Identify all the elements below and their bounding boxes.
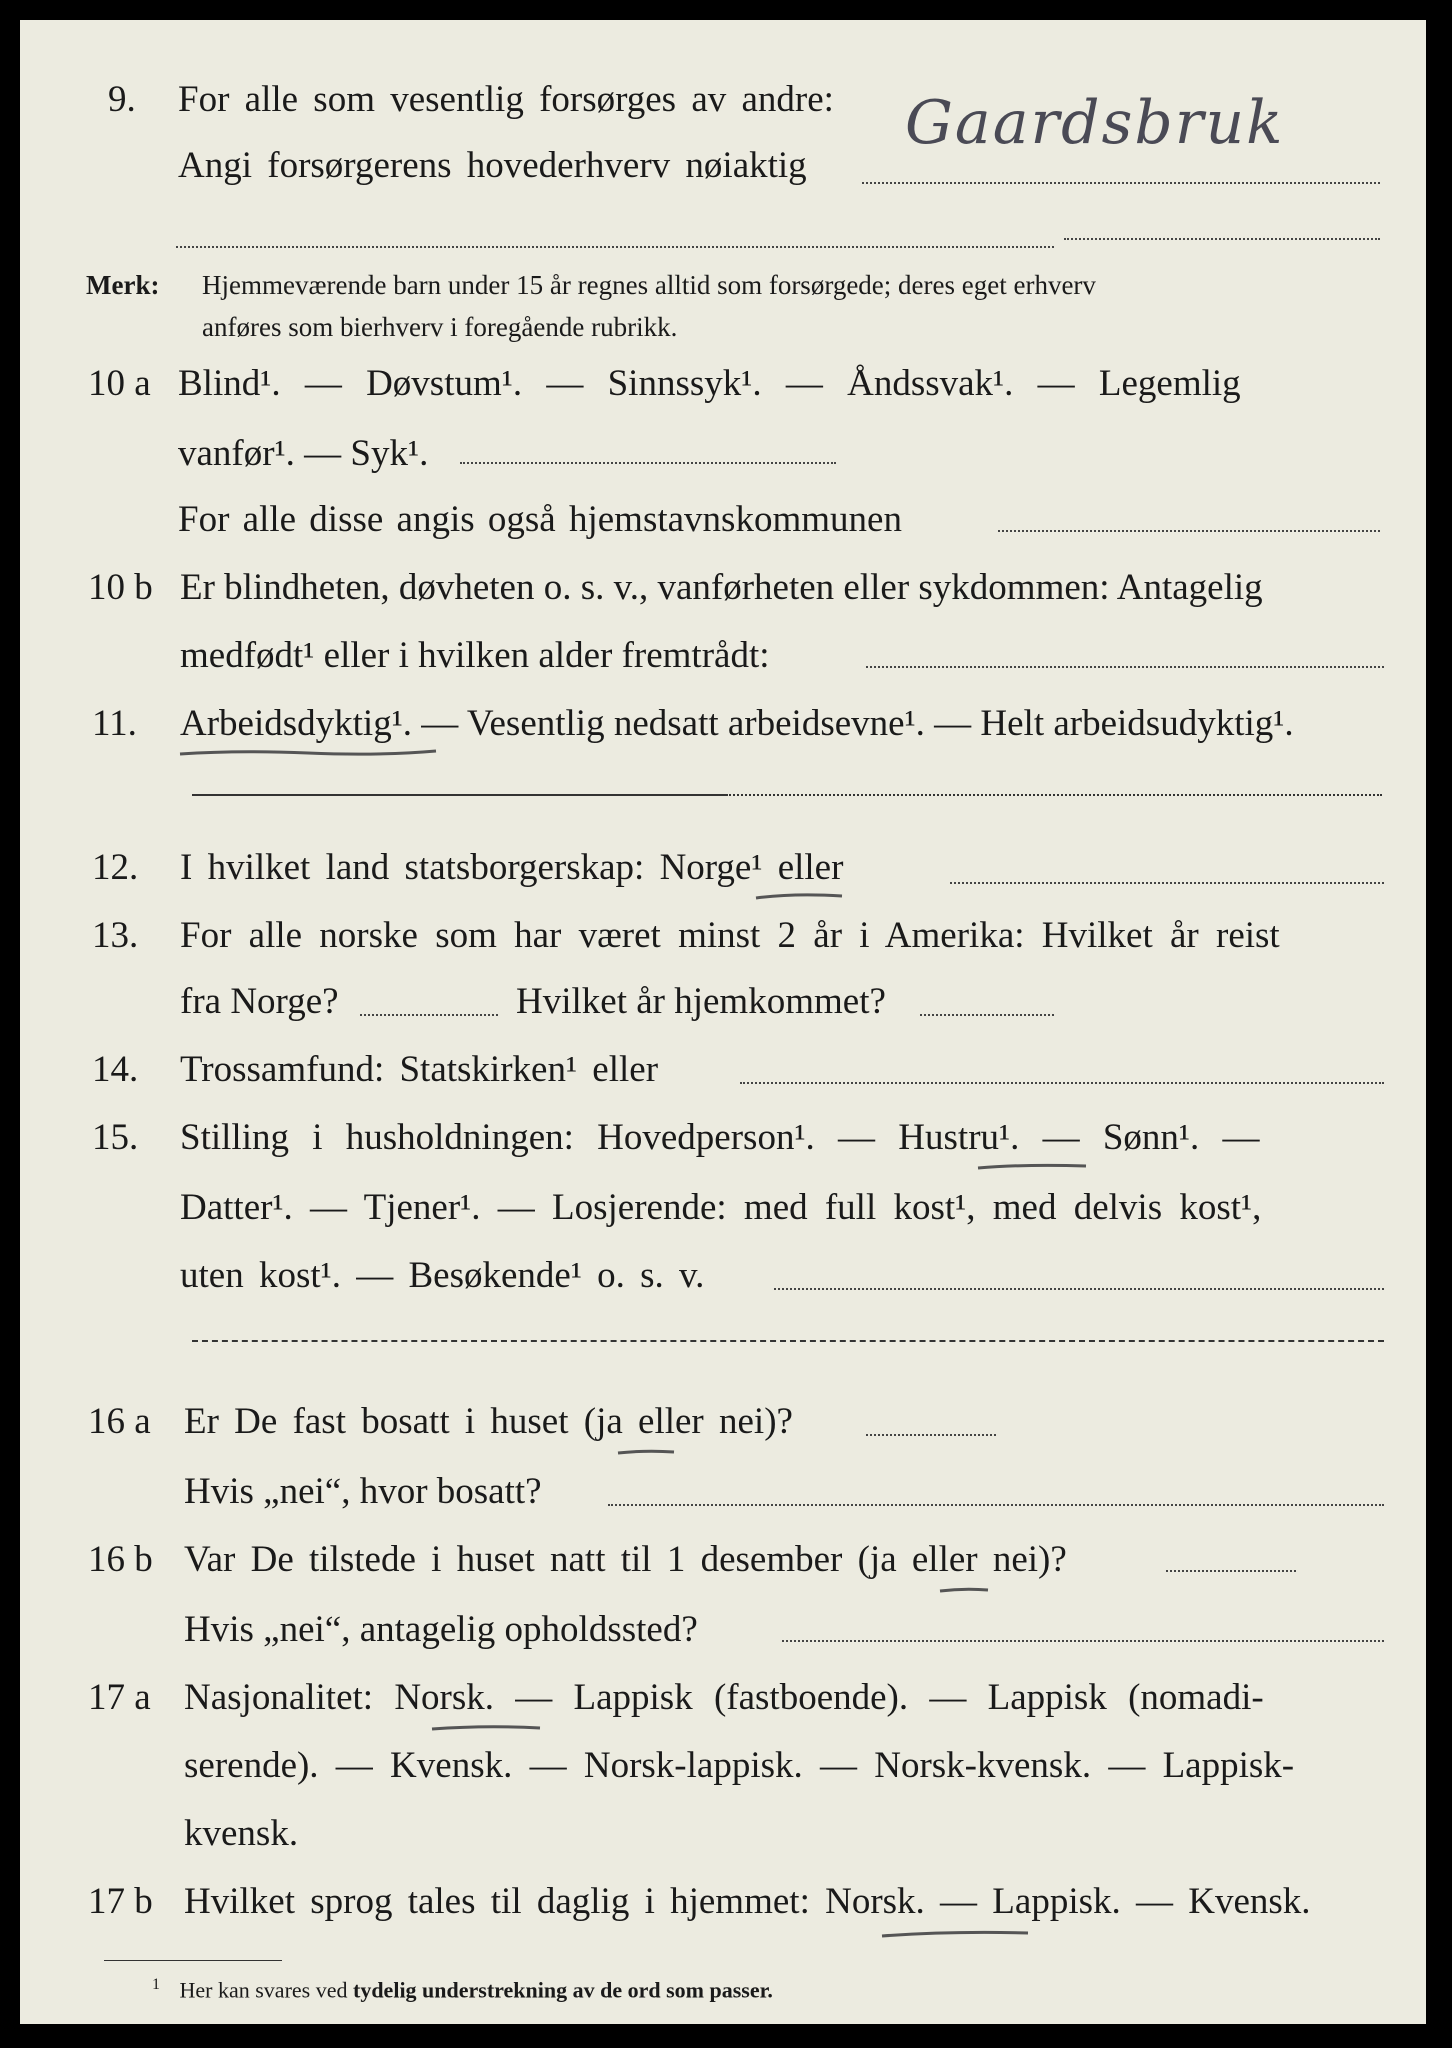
- q16a-number: 16 a: [88, 1401, 151, 1442]
- q15-rule: [192, 1340, 1384, 1342]
- q15-answer-underline: [976, 1162, 1088, 1172]
- q13-line2a: fra Norge?: [180, 981, 339, 1022]
- q10a-line2: vanfør¹. — Syk¹.: [178, 433, 429, 474]
- q16a-answer-underline: [616, 1448, 676, 1458]
- merk-line1: Hjemmeværende barn under 15 år regnes alltid som forsørgede; deres eget erhverv: [202, 270, 1096, 300]
- q10a-dotted-line2: [998, 530, 1380, 532]
- census-form-page: [20, 20, 1426, 2024]
- q9-line2: Angi forsørgerens hovederhverv nøiaktig: [178, 145, 807, 186]
- q11-rule-right: [726, 794, 1382, 796]
- q16b-dotted-line2: [782, 1640, 1384, 1642]
- q13-line2b: Hvilket år hjemkommet?: [516, 981, 886, 1022]
- q17b-answer-underline: [880, 1930, 1030, 1940]
- q17a-line3: kvensk.: [184, 1813, 299, 1854]
- q16a-dotted-line2: [608, 1504, 1384, 1506]
- q17b-number: 17 b: [88, 1881, 153, 1922]
- q15-dotted-line: [774, 1288, 1384, 1290]
- footnote-rule: [104, 1960, 282, 1961]
- q16b-dotted-line1: [1166, 1570, 1296, 1572]
- q13-dotted-line1: [360, 1014, 498, 1016]
- q16b-line1: Var De tilstede i huset natt til 1 desember (ja eller nei)?: [184, 1539, 1067, 1580]
- q13-dotted-line2: [920, 1014, 1054, 1016]
- q16a-line2: Hvis „nei“, hvor bosatt?: [184, 1471, 542, 1512]
- q10b-dotted-line: [866, 666, 1384, 668]
- q17a-line2: serende). — Kvensk. — Norsk-lappisk. — Norsk-kvensk. — Lappisk-: [184, 1745, 1295, 1786]
- footnote-text-b: tydelig understrekning av de ord som passer.: [353, 1977, 773, 2003]
- q10a-number: 10 a: [88, 363, 151, 404]
- q11-answer-underline: [178, 748, 438, 758]
- merk-line2: anføres som bierhverv i foregående rubrikk.: [202, 312, 678, 342]
- q12-answer-underline: [754, 892, 844, 902]
- q16b-number: 16 b: [88, 1539, 153, 1580]
- q17a-number: 17 a: [88, 1677, 151, 1718]
- q15-line2: Datter¹. — Tjener¹. — Losjerende: med full kost¹, med delvis kost¹,: [180, 1187, 1262, 1228]
- merk-label: Merk:: [86, 270, 160, 300]
- q9-second-dotted-line-end: [1064, 238, 1380, 240]
- q16b-answer-underline: [938, 1586, 990, 1596]
- q9-second-dotted-line: [176, 246, 1054, 248]
- q11-line1: Arbeidsdyktig¹. — Vesentlig nedsatt arbeidsevne¹. — Helt arbeidsudyktig¹.: [180, 703, 1294, 744]
- q17a-line1: Nasjonalitet: Norsk. — Lappisk (fastboende). — Lappisk (nomadi-: [184, 1677, 1264, 1718]
- q15-number: 15.: [92, 1117, 139, 1158]
- q17a-answer-underline: [430, 1724, 542, 1734]
- q11-rule-left: [192, 794, 726, 796]
- q13-line1: For alle norske som har været minst 2 år i Amerika: Hvilket år reist: [180, 915, 1280, 956]
- q10b-number: 10 b: [88, 567, 153, 608]
- footnote: [152, 1976, 773, 2003]
- q15-line1: Stilling i husholdningen: Hovedperson¹. — Hustru¹. — Sønn¹. —: [180, 1117, 1260, 1158]
- q14-line1: Trossamfund: Statskirken¹ eller: [180, 1049, 659, 1090]
- q10a-line3: For alle disse angis også hjemstavnskommunen: [178, 499, 902, 540]
- q10b-line1: Er blindheten, døvheten o. s. v., vanførheten eller sykdommen: Antagelig: [180, 567, 1263, 608]
- q9-line1: For alle som vesentlig forsørges av andre:: [178, 79, 834, 120]
- q17b-line1: Hvilket sprog tales til daglig i hjemmet: Norsk. — Lappisk. — Kvensk.: [184, 1881, 1311, 1922]
- q10b-line2: medfødt¹ eller i hvilken alder fremtrådt:: [180, 635, 770, 676]
- q13-number: 13.: [92, 915, 139, 956]
- q12-line1: I hvilket land statsborgerskap: Norge¹ eller: [180, 847, 844, 888]
- q14-dotted-line: [740, 1082, 1384, 1084]
- q16a-dotted-line1: [866, 1434, 996, 1436]
- q12-dotted-line: [950, 882, 1384, 884]
- q11-number: 11.: [92, 703, 137, 744]
- q14-number: 14.: [92, 1049, 139, 1090]
- q9-answer-dotted-line: [862, 182, 1380, 184]
- q16a-line1: Er De fast bosatt i huset (ja eller nei)?: [184, 1401, 793, 1442]
- q9-number: 9.: [108, 79, 136, 120]
- q10a-line1: Blind¹. — Døvstum¹. — Sinnssyk¹. — Åndssvak¹. — Legemlig: [178, 363, 1241, 404]
- q16b-line2: Hvis „nei“, antagelig opholdssted?: [184, 1609, 698, 1650]
- q15-line3: uten kost¹. — Besøkende¹ o. s. v.: [180, 1255, 705, 1296]
- q10a-dotted-line1: [460, 462, 836, 464]
- footnote-text-a: Her kan svares ved: [179, 1977, 348, 2003]
- q12-number: 12.: [92, 847, 139, 888]
- footnote-mark: 1: [152, 1976, 160, 1993]
- q9-handwritten-answer: Gaardsbruk: [905, 88, 1285, 158]
